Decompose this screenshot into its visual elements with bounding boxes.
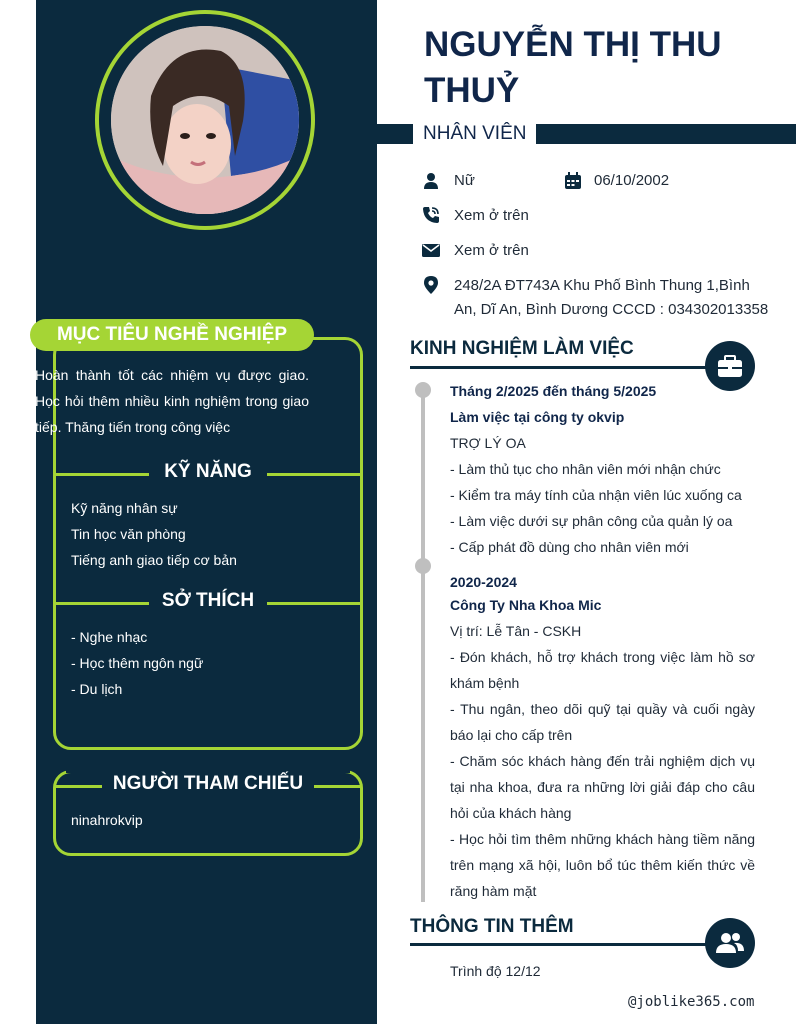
job-position: Vị trí: Lễ Tân - CSKH [450,623,582,639]
skills-heading: KỸ NĂNG [56,459,360,489]
job-duty: - Làm việc dưới sự phân công của quản lý oa [450,513,733,529]
extra-info-text: Trình độ 12/12 [450,963,541,979]
hobby-item: - Học thêm ngôn ngữ [71,655,204,671]
career-goal-title: MỤC TIÊU NGHỀ NGHIỆP [30,319,314,351]
extra-info-heading: THÔNG TIN THÊM [410,916,755,950]
timeline-line [421,390,425,902]
avatar [111,26,299,214]
phone-icon [422,206,440,224]
birthday-value: 06/10/2002 [594,172,670,189]
hobby-item: - Nghe nhạc [71,629,148,645]
hobbies-list [71,624,351,702]
job-duty: - Cấp phát đồ dùng cho nhân viên mới [450,539,689,555]
avatar-ring [95,10,315,230]
job-role: NHÂN VIÊN [413,118,536,150]
skills-list [71,495,351,573]
job-period: 2020-2024 [450,574,517,590]
full-name: NGUYỄN THỊ THU THUỶ [424,25,722,110]
location-pin-icon [422,276,440,294]
skill-item: Tin học văn phòng [71,526,186,542]
user-icon [422,172,440,190]
career-goal-text: Hoàn thành tốt các nhiệm vụ được giao. Học hỏi thêm nhiều kinh nghiệm trong giao tiếp. Thăng tiến trong công việc [35,367,309,435]
skill-item: Tiếng anh giao tiếp cơ bản [71,552,237,568]
job-duty: - Thu ngân, theo dõi quỹ tại quầy và cuối ngày báo lại cho cấp trên [450,701,755,743]
job-duty: - Đón khách, hỗ trợ khách trong việc làm hồ sơ khám bệnh [450,649,755,691]
job-position: TRỢ LÝ OA [450,435,526,451]
envelope-icon [422,241,440,259]
job-duty: - Kiểm tra máy tính của nhận viên lúc xuống ca [450,487,742,503]
phone-value: Xem ở trên [454,207,529,224]
skill-item: Kỹ năng nhân sự [71,500,178,516]
hobbies-heading: SỞ THÍCH [56,588,360,618]
job-entry [450,378,755,560]
job-company: Làm việc tại công ty okvip [450,409,625,425]
job-duty: - Chăm sóc khách hàng đến trải nghiệm dịch vụ tại nha khoa, đưa ra những lời giải đáp cho câu hỏi của khách hàng [450,753,755,821]
brand-watermark: @joblike365.com [628,994,755,1010]
job-period: Tháng 2/2025 đến tháng 5/2025 [450,383,657,399]
reference-heading: NGƯỜI THAM CHIẾU [56,771,360,801]
calendar-icon [564,172,582,190]
reference-text: ninahrokvip [71,812,143,828]
experience-heading: KINH NGHIỆM LÀM VIỆC [410,338,755,372]
job-entry [450,569,755,904]
job-duty: - Làm thủ tục cho nhân viên mới nhận chức [450,461,721,477]
gender-value: Nữ [454,172,475,189]
email-value: Xem ở trên [454,242,529,259]
job-company: Công Ty Nha Khoa Mic [450,597,602,613]
job-duty: - Học hỏi tìm thêm những khách hàng tiềm năng trên mạng xã hội, luôn bổ túc thêm kiến thức về răng hàm mặt [450,831,755,899]
avatar-photo [111,26,299,214]
hobby-item: - Du lịch [71,681,123,697]
timeline-dot [415,382,431,398]
address-value: 248/2A ĐT743A Khu Phố Bình Thung 1,Bình An, Dĩ An, Bình Dương CCCD : 034302013358 [454,277,769,318]
timeline-dot [415,558,431,574]
